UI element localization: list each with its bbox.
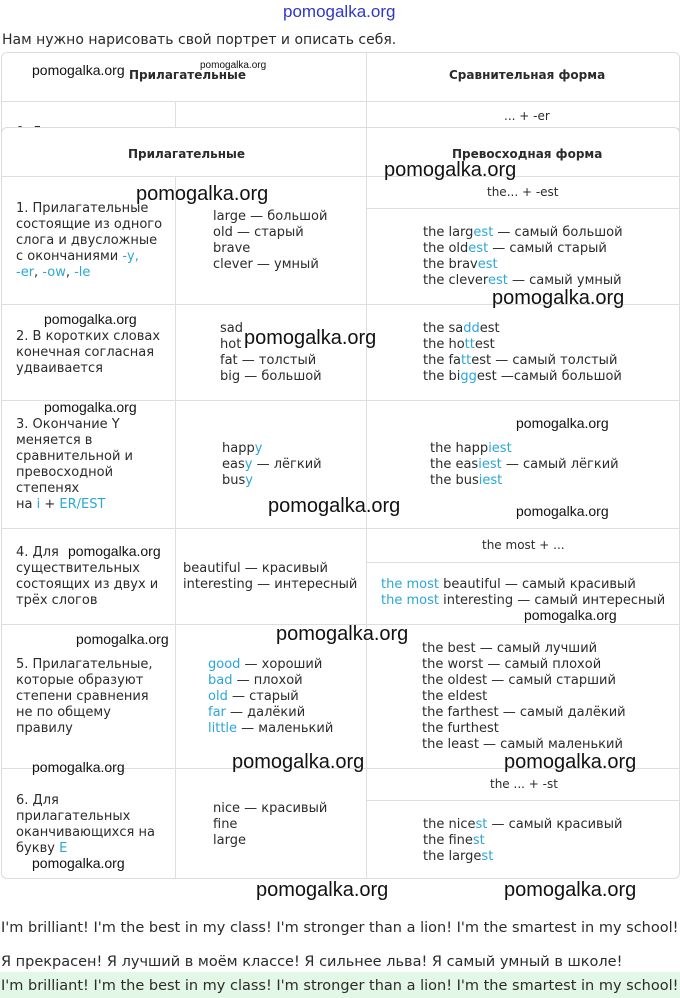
formula-most: the most + ... (482, 538, 565, 552)
comparative-header-form: Сравнительная форма (449, 68, 606, 82)
answer-english-highlighted (0, 972, 680, 998)
watermark: pomogalka.org (504, 879, 637, 901)
watermark: pomogalka.org (268, 495, 401, 517)
row4-rule: 4. Для существительных состоящих из двух и трёх слогов (16, 545, 159, 608)
row5-forms: the best — самый лучший the worst — самый плохой the oldest — самый старший the eldest the farthest — самый далёкий the furthest the least — самый маленький (422, 641, 626, 752)
watermark: pomogalka.org (68, 543, 161, 559)
watermark: pomogalka.org (516, 503, 609, 519)
row3-rule: 3. Окончание Y меняется в сравнительной и превосходной степенях на i + ER/EST (16, 417, 133, 512)
formula-st: the ... + -st (490, 777, 558, 791)
watermark: pomogalka.org (44, 311, 137, 327)
watermark: pomogalka.org (244, 327, 377, 349)
row1-examples: large — большой old — старый brave clever — умный (213, 209, 328, 272)
row1-rule: 1. Прилагательные состоящие из одного слога и двусложные с окончаниями -y, -er, -ow, -le (16, 201, 163, 280)
row6-forms: the nicest — самый красивый the finest the largest (423, 817, 623, 864)
row6-examples: nice — красивый fine large (213, 801, 328, 848)
answer-russian: Я прекрасен! Я лучший в моём классе! Я сильнее льва! Я самый умный в школе! (1, 954, 623, 970)
watermark: pomogalka.org (32, 759, 125, 775)
intro-text: Нам нужно нарисовать свой портрет и описать себя. (2, 32, 397, 48)
superlative-header-adjectives: Прилагательные (128, 147, 246, 161)
comparative-header-adjectives: Прилагательные (129, 68, 247, 82)
watermark: pomogalka.org (384, 159, 517, 181)
watermark: pomogalka.org (516, 415, 609, 431)
watermark: pomogalka.org (524, 607, 617, 623)
site-title[interactable]: pomogalka.org (283, 2, 396, 21)
row4-examples: beautiful — красивый interesting — интересный (183, 561, 358, 592)
watermark: pomogalka.org (256, 879, 389, 901)
answer-english-highlighted-text: I'm brilliant! I'm the best in my class! I'm stronger than a lion! I'm the smartest in my school! (1, 978, 679, 994)
row3-forms: the happiest the easiest — самый лёгкий the busiest (430, 441, 619, 488)
row4-forms: the most beautiful — самый красивый the most interesting — самый интересный (381, 577, 666, 608)
row2-examples: sad hot fat — толстый big — большой (220, 321, 322, 384)
row3-examples: happy easy — лёгкий busy (222, 441, 322, 488)
formula-est: the... + -est (487, 185, 559, 199)
watermark: pomogalka.org (32, 62, 125, 78)
row6-rule: 6. Для прилагательных оканчивающихся на букву E (16, 793, 155, 856)
watermark: pomogalka.org (32, 855, 125, 871)
row1-forms: the largest — самый большой the oldest — самый старый the bravest the cleverest — самый умный (423, 225, 623, 288)
watermark: pomogalka.org (44, 399, 137, 415)
watermark: pomogalka.org (136, 183, 269, 205)
watermark: pomogalka.org (232, 751, 365, 773)
row5-examples: good — хороший bad — плохой old — старый far — далёкий little — маленький (208, 657, 334, 736)
watermark: pomogalka.org (504, 751, 637, 773)
watermark: pomogalka.org (276, 623, 409, 645)
answer-english: I'm brilliant! I'm the best in my class! I'm stronger than a lion! I'm the smartest in my school! (1, 920, 679, 936)
row2-forms: the saddest the hottest the fattest — самый толстый the biggest —самый большой (423, 321, 622, 384)
superlative-header-form: Превосходная форма (452, 147, 603, 161)
watermark: pomogalka.org (76, 631, 169, 647)
comparative-formula: ... + -er (504, 109, 550, 123)
row5-rule: 5. Прилагательные, которые образуют степени сравнения не по общему правилу (16, 657, 153, 736)
row2-rule: 2. В коротких словах конечная согласная удваивается (16, 329, 161, 376)
watermark: pomogalka.org (492, 287, 625, 309)
watermark: pomogalka.org (200, 60, 267, 71)
